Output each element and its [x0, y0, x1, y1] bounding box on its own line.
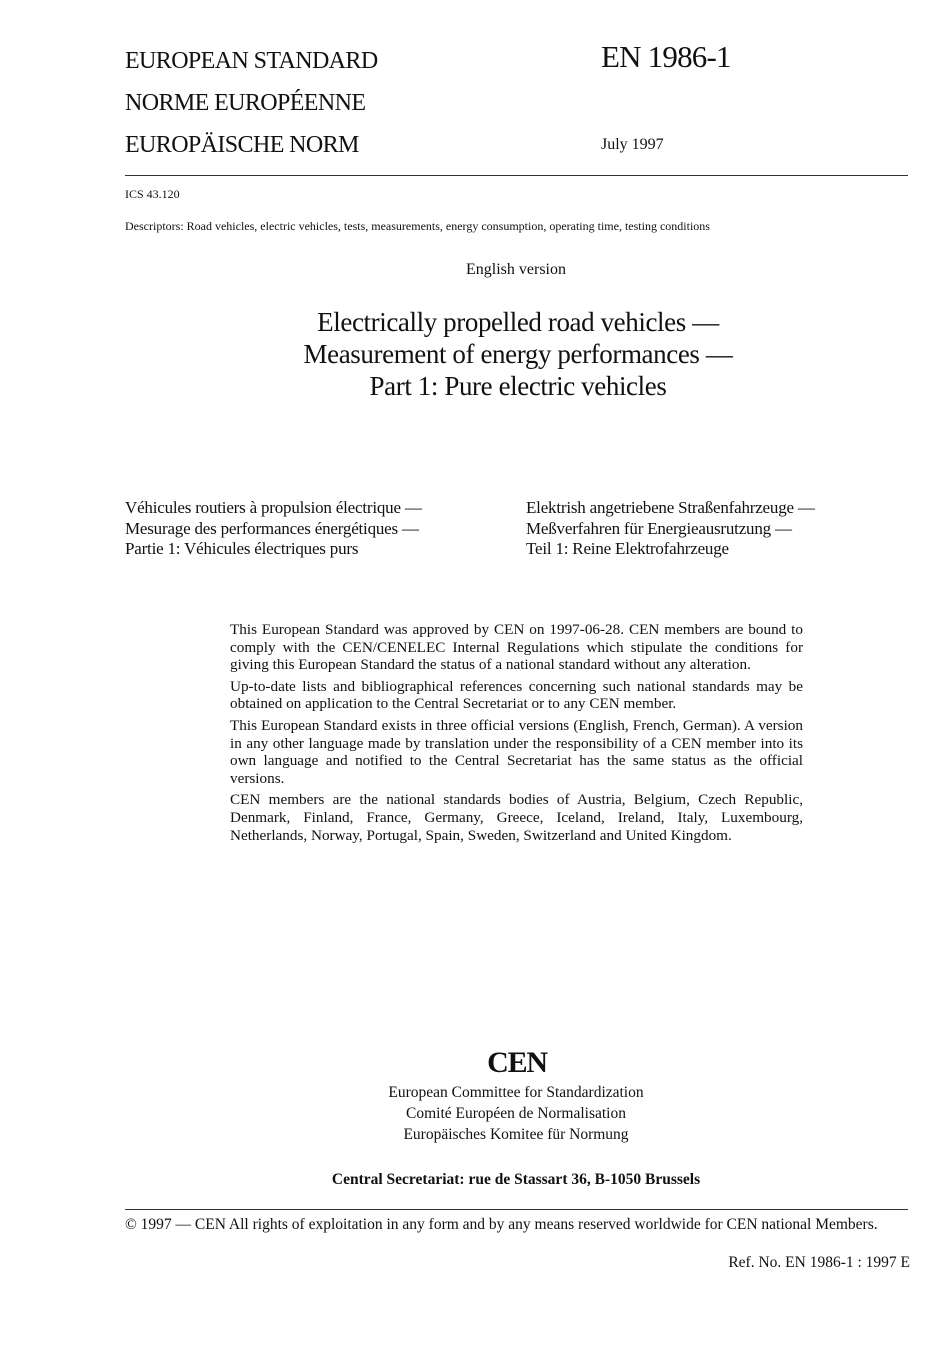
standard-number: EN 1986-1 — [601, 39, 731, 74]
descriptors: Descriptors: Road vehicles, electric vehicles, tests, measurements, energy consumption, operating time, testing conditions — [125, 219, 710, 233]
header-line-en: EUROPEAN STANDARD — [125, 48, 378, 74]
document-title — [218, 306, 818, 402]
ics-code: ICS 43.120 — [125, 187, 180, 201]
copyright-notice: © 1997 — CEN All rights of exploitation in any form and by any means reserved worldwide for CEN national Members. — [125, 1216, 878, 1233]
header-line-fr: NORME EUROPÉENNE — [125, 90, 366, 116]
central-secretariat: Central Secretariat: rue de Stassart 36, B-1050 Brussels — [331, 1171, 701, 1188]
approval-paragraph: This European Standard exists in three official versions (English, French, German). A version in any other language made by translation under the responsibility of a CEN member into its own language and notified to the Central Secretariat has the same status as the official versions. — [230, 716, 803, 787]
footer-divider — [125, 1209, 908, 1210]
german-title-line: Elektrish angetriebene Straßenfahrzeuge — — [526, 498, 815, 517]
title-line: Electrically propelled road vehicles — — [317, 307, 719, 337]
french-title-line: Véhicules routiers à propulsion électrique — — [125, 498, 422, 517]
german-title-line: Meßverfahren für Energieausrutzung — — [526, 518, 792, 538]
approval-text — [230, 621, 803, 848]
publication-date: July 1997 — [601, 136, 664, 153]
french-title-line: Mesurage des performances énergétiques — — [125, 518, 419, 538]
german-title — [526, 498, 815, 560]
title-line: Measurement of energy performances — — [303, 339, 733, 369]
cen-logo: CEN — [487, 1046, 547, 1079]
title-line: Part 1: Pure electric vehicles — [369, 371, 667, 401]
version-label: English version — [466, 261, 566, 278]
header-line-de: EUROPÄISCHE NORM — [125, 132, 359, 158]
approval-paragraph: Up-to-date lists and bibliographical references concerning such national standards may be obtained on application to the Central Secretariat or to any CEN member. — [230, 677, 803, 713]
reference-number: Ref. No. EN 1986-1 : 1997 E — [728, 1254, 910, 1271]
french-title-line: Partie 1: Véhicules électriques purs — [125, 539, 359, 558]
approval-paragraph: CEN members are the national standards bodies of Austria, Belgium, Czech Republic, Denmark, Finland, France, Germany, Greece, Iceland, Ireland, Italy, Luxembourg, Netherlands, Norway, Portugal, Spain, Sweden, Switzerland and United Kingdom. — [230, 791, 803, 844]
cen-name-fr: Comité Européen de Normalisation — [406, 1105, 626, 1122]
cen-name-de: Europäisches Komitee für Normung — [403, 1126, 629, 1143]
cen-name-en: European Committee for Standardization — [388, 1084, 644, 1101]
french-title — [125, 498, 422, 560]
header-divider — [125, 175, 908, 176]
cen-names — [316, 1082, 716, 1145]
german-title-line: Teil 1: Reine Elektrofahrzeuge — [526, 539, 729, 558]
approval-paragraph: This European Standard was approved by CEN on 1997-06-28. CEN members are bound to comply with the CEN/CENELEC Internal Regulations which stipulate the conditions for giving this European Standard the status of a national standard without any alteration. — [230, 621, 803, 674]
